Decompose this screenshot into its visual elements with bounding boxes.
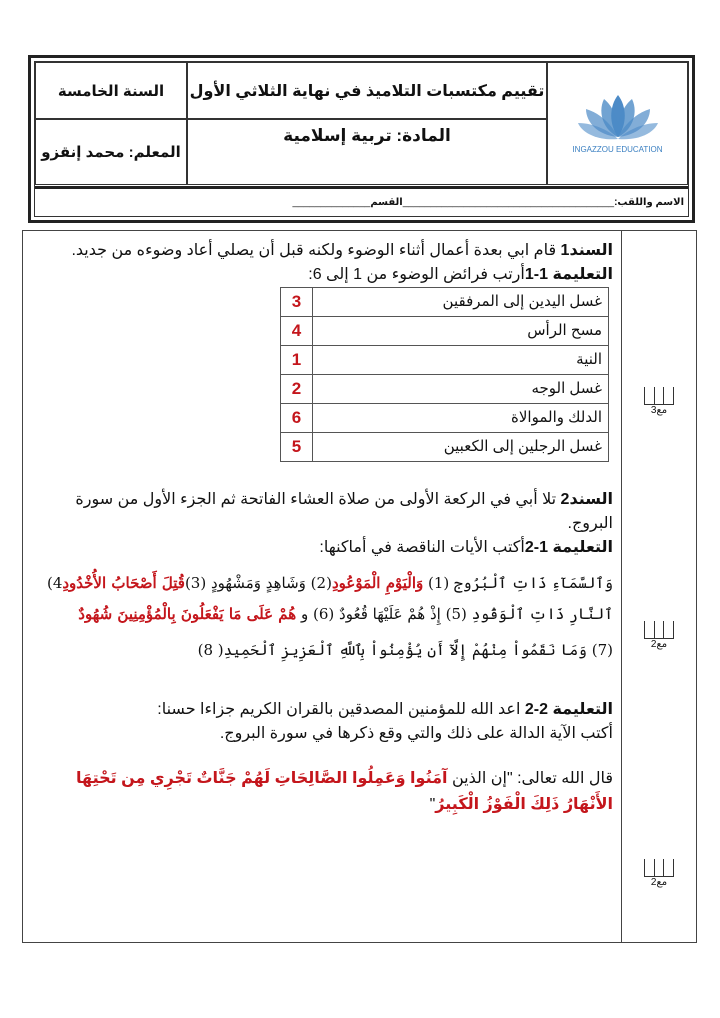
level-cell xyxy=(35,62,187,119)
verse-answer-2[interactable] xyxy=(33,766,613,818)
task-text: أكتب الأيات الناقصة في أماكنها: xyxy=(319,539,525,556)
item: غسل الوجه xyxy=(313,375,609,404)
logo-text: INGAZZOU EDUCATION xyxy=(572,145,663,154)
class-label: القسم xyxy=(370,197,403,208)
answer-text: آمَنُوا وَعَمِلُوا الصَّالِحَاتِ لَهُمْ جَنَّاتٌ تَجْرِي مِن تَحْتِهَا الأَنْهَارُ ذَلِكَ الْفَوْزُ الْكَبِيرُ xyxy=(76,770,613,813)
content-column xyxy=(23,231,621,942)
order-number[interactable]: 5 xyxy=(281,433,313,462)
task-1-1 xyxy=(33,263,613,287)
class-field[interactable]: ______________ xyxy=(292,197,371,208)
level: السنة الخامسة xyxy=(57,82,165,100)
doc-label: السند2 xyxy=(560,491,613,508)
score-label: مع2 xyxy=(650,877,668,888)
order-number[interactable]: 6 xyxy=(281,404,313,433)
name-field[interactable]: ______________________________________ xyxy=(402,197,615,208)
table-row xyxy=(281,433,609,462)
verse-answer: هُمْ عَلَى مَا يَفْعَلُونَ بِالْمُؤْمِنِينَ شُهُودٌ xyxy=(78,605,297,623)
document-2 xyxy=(33,488,613,536)
student-info-row xyxy=(35,186,688,216)
wudu-order-table xyxy=(280,287,609,462)
order-number[interactable]: 4 xyxy=(281,317,313,346)
table-row xyxy=(281,375,609,404)
score-box-3[interactable] xyxy=(644,859,674,888)
verse-answer: قُتِلَ أَصْحَابُ الأُخْدُودِ xyxy=(62,574,185,592)
table-row xyxy=(281,346,609,375)
task-2-2 xyxy=(33,698,613,722)
task-text: اعد الله للمؤمنين المصدقين بالقران الكريم جزاءا حسنا: xyxy=(157,701,525,718)
score-box-1[interactable] xyxy=(644,387,674,416)
teacher-name: المعلم: محمد إنقزو xyxy=(41,144,181,161)
task-label: التعليمة 2-2 xyxy=(524,701,613,718)
score-label: مع2 xyxy=(650,639,668,650)
task-label: التعليمة 1-1 xyxy=(524,266,613,283)
doc-text: قام ابي بعدة أعمال أثناء الوضوء ولكنه قبل أن يصلي أعاد وضوءه من جديد. xyxy=(71,242,561,259)
item: غسل الرجلين إلى الكعبين xyxy=(313,433,609,462)
title-cell xyxy=(187,62,547,119)
table-row xyxy=(281,404,609,433)
score-column xyxy=(621,231,696,942)
verse: وَٱلسَّمَآءِ ذَاتِ ٱلْبُرُوج (1) xyxy=(423,574,613,592)
task-label: التعليمة 1-2 xyxy=(524,539,613,556)
verse-answer: وَالْيَوْمِ الْمَوْعُودِ xyxy=(331,574,424,592)
verse: (2) وَشَاهِدٍ وَمَشْهُودٍ (3) xyxy=(184,574,332,592)
subject-cell xyxy=(187,119,547,185)
verse: 4) ٱلنَّارِ ذَاتِ ٱلْوَقُودِ (5) إِذْ هُمْ عَلَيْهَا قُعُودٌ (6) و xyxy=(46,574,613,623)
name-label: الاسم واللقب: xyxy=(614,197,684,208)
document-1 xyxy=(33,239,613,263)
task-text-2: أكتب الآية الدالة على ذلك والتي وقع ذكرها في سورة البروج. xyxy=(219,725,613,742)
task-1-2 xyxy=(33,536,613,560)
order-number[interactable]: 1 xyxy=(281,346,313,375)
logo-cell xyxy=(547,62,688,185)
verses-answer[interactable] xyxy=(33,568,613,630)
teacher-cell xyxy=(35,119,187,185)
item: مسح الرأس xyxy=(313,317,609,346)
item: الدلك والموالاة xyxy=(313,404,609,433)
answer-suffix: " xyxy=(429,796,436,813)
item: النية xyxy=(313,346,609,375)
task-text: أرتب فرائض الوضوء من 1 إلى 6: xyxy=(308,266,525,283)
score-box-2[interactable] xyxy=(644,621,674,650)
header-box xyxy=(28,55,695,223)
doc-text: تلا أبي في الركعة الأولى من صلاة العشاء الفاتحة ثم الجزء الأول من سورة البروج. xyxy=(75,491,613,532)
page-title: تقييم مكتسبات التلاميذ في نهاية الثلاثي الأول xyxy=(189,82,545,100)
item: غسل اليدين إلى المرفقين xyxy=(313,288,609,317)
subject: المادة: تربية إسلامية xyxy=(283,126,451,145)
table-row xyxy=(281,317,609,346)
verse-line: (7) وَمَا نَقَمُواْ مِنْهُمْ إِلَّآ أَن يُؤْمِنُواْ بِٱللَّهِ ٱلْعَزِيزِ ٱلْحَمِيدِ( 8) xyxy=(197,641,613,659)
table-row xyxy=(281,288,609,317)
doc-label: السند1 xyxy=(560,242,613,259)
exam-body xyxy=(22,230,697,943)
lotus-logo-icon xyxy=(578,93,658,141)
order-number[interactable]: 3 xyxy=(281,288,313,317)
order-number[interactable]: 2 xyxy=(281,375,313,404)
score-label: مع3 xyxy=(650,405,668,416)
answer-prefix: قال الله تعالى: "إن الذين xyxy=(447,770,613,787)
